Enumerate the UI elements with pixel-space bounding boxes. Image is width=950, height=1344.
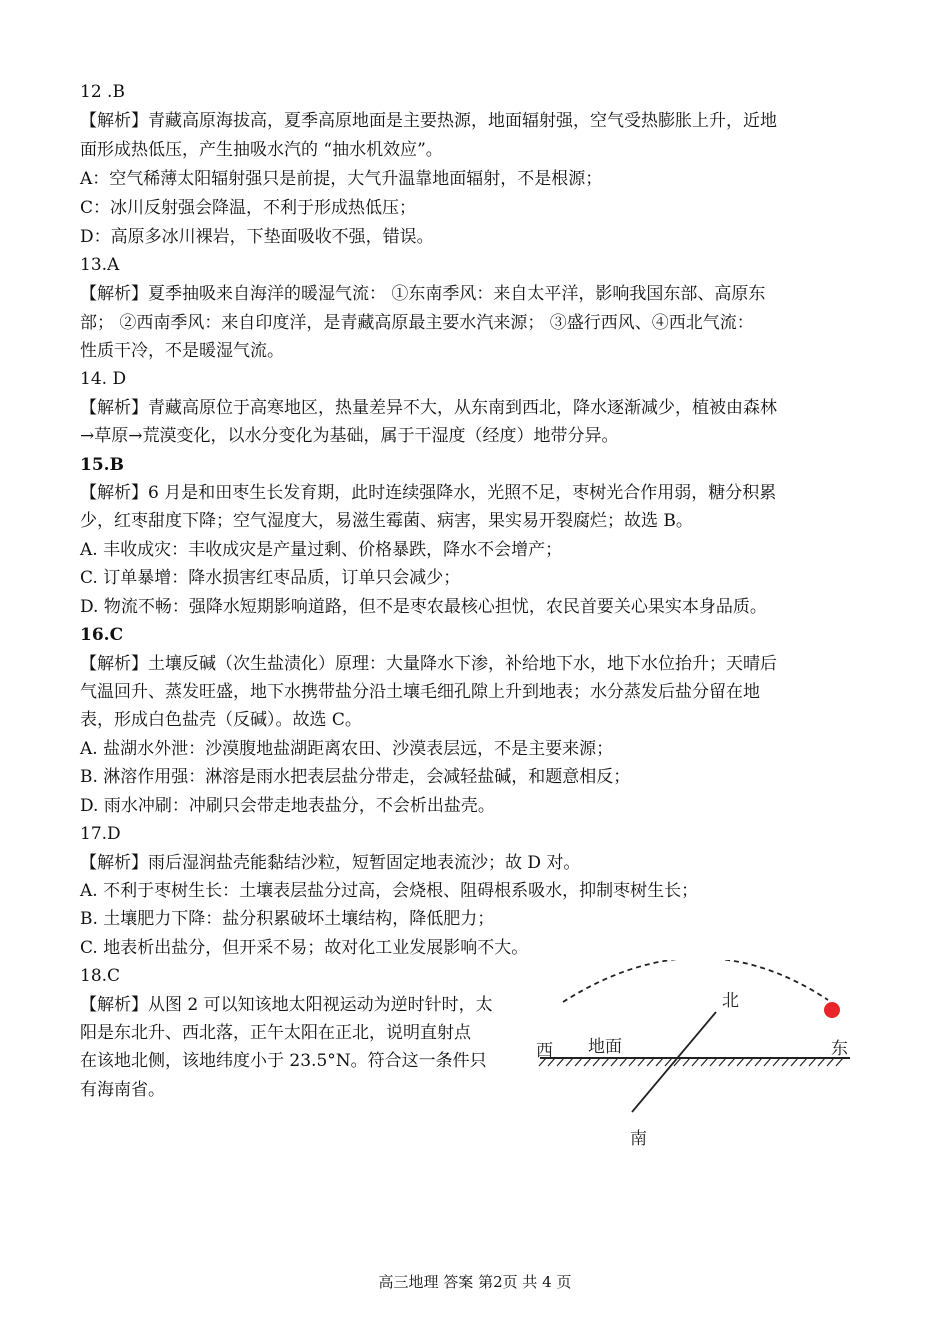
analysis-line: 少，红枣甜度下降；空气湿度大，易滋生霉菌、病害，果实易开裂腐烂；故选 B。 [80,511,693,531]
option-line: C. 地表析出盐分，但开采不易；故对化工业发展影响不大。 [80,938,529,958]
hatch-mark [701,1058,708,1066]
answer-number-17: 17.D [80,824,121,844]
analysis-line: 阳是东北升、西北落，正午太阳在正北，说明直射点 [80,1023,471,1043]
west-label: 西 [536,1041,553,1061]
analysis-line: 部； ②西南季风：来自印度洋，是青藏高原最主要水汽来源； ③盛行西风、④西北气流： [80,313,754,333]
analysis-line: →草原→荒漠变化，以水分变化为基础，属于干湿度（经度）地带分异。 [80,426,619,446]
hatch-mark [566,1058,573,1066]
option-line: B. 淋溶作用强：淋溶是雨水把表层盐分带走，会减轻盐碱，和题意相反； [80,767,631,787]
page-footer: 高三地理 答案 第2页 共 4 页 [378,1273,572,1291]
option-line: D：高原多冰川裸岩，下垫面吸收不强，错误。 [80,227,434,247]
sun-dot [824,1002,840,1018]
hatch-mark [809,1058,816,1066]
answer-number-15: 15.B [80,455,124,475]
hatch-mark [737,1058,744,1066]
option-line: D. 物流不畅：强降水短期影响道路，但不是枣农最核心担忧，农民首要关心果实本身品质。 [80,597,767,617]
ground-hatching [539,1058,843,1066]
hatch-mark [719,1058,726,1066]
hatch-mark [791,1058,798,1066]
analysis-line: 【解析】青藏高原海拔高，夏季高原地面是主要热源，地面辐射强，空气受热膨胀上升，近地 [80,111,777,131]
analysis-line: 【解析】从图 2 可以知该地太阳视运动为逆时针时，太 [80,995,493,1015]
hatch-mark [593,1058,600,1066]
option-line: A：空气稀薄太阳辐射强只是前提，大气升温靠地面辐射，不是根源； [80,169,603,189]
hatch-mark [602,1058,609,1066]
analysis-line: 【解析】6 月是和田枣生长发育期，此时连续强降水，光照不足，枣树光合作用弱，糖分积累 [80,483,777,503]
answer-number-14: 14. D [80,369,127,389]
hatch-mark [827,1058,834,1066]
option-line: B. 土壤肥力下降：盐分积累破坏土壤结构，降低肥力； [80,909,495,929]
hatch-mark [782,1058,789,1066]
hatch-mark [755,1058,762,1066]
hatch-mark [620,1058,627,1066]
analysis-line: 【解析】夏季抽吸来自海洋的暖湿气流： ①东南季风：来自太平洋，影响我国东部、高原东 [80,284,766,304]
hatch-mark [836,1058,843,1066]
option-line: A. 盐湖水外泄：沙漠腹地盐湖距离农田、沙漠表层远，不是主要来源； [80,739,614,759]
analysis-line: 表，形成白色盐壳（反碱）。故选 C。 [80,710,362,730]
hatch-mark [638,1058,645,1066]
ground-label: 地面 [588,1037,622,1057]
analysis-line: 【解析】雨后湿润盐壳能黏结沙粒，短暂固定地表流沙；故 D 对。 [80,853,581,873]
option-line: A. 丰收成灾：丰收成灾是产量过剩、价格暴跌，降水不会增产； [80,540,563,560]
sun-path-diagram [530,960,860,1160]
hatch-mark [800,1058,807,1066]
analysis-line: 气温回升、蒸发旺盛，地下水携带盐分沿土壤毛细孔隙上升到地表；水分蒸发后盐分留在地 [80,682,760,702]
hatch-mark [575,1058,582,1066]
answer-number-16: 16.C [80,625,124,645]
answer-number-13: 13.A [80,255,120,275]
analysis-line: 有海南省。 [80,1080,165,1100]
hatch-mark [746,1058,753,1066]
analysis-line: 【解析】青藏高原位于高寒地区，热量差异不大，从东南到西北，降水逐渐减少，植被由森林 [80,398,777,418]
option-line: C：冰川反射强会降温，不利于形成热低压； [80,198,417,218]
hatch-mark [611,1058,618,1066]
hatch-mark [557,1058,564,1066]
hatch-mark [692,1058,699,1066]
option-line: A. 不利于枣树生长：土壤表层盐分过高，会烧根、阻碍根系吸水，抑制枣树生长； [80,881,699,901]
hatch-mark [629,1058,636,1066]
answer-number-12: 12 .B [80,82,125,102]
hatch-mark [818,1058,825,1066]
analysis-line: 【解析】土壤反碱（次生盐渍化）原理：大量降水下渗，补给地下水，地下水位抬升；天晴后 [80,654,777,674]
hatch-mark [683,1058,690,1066]
hatch-mark [773,1058,780,1066]
east-label: 东 [831,1039,848,1059]
analysis-line: 面形成热低压，产生抽吸水汽的 “抽水机效应”。 [80,140,443,160]
hatch-mark [656,1058,663,1066]
hatch-mark [584,1058,591,1066]
south-label: 南 [630,1129,647,1149]
answer-number-18: 18.C [80,966,121,986]
option-line: D. 雨水冲刷：冲刷只会带走地表盐分，不会析出盐壳。 [80,796,495,816]
north-label: 北 [722,991,739,1011]
analysis-line: 性质干冷，不是暖湿气流。 [80,341,284,361]
analysis-line: 在该地北侧，该地纬度小于 23.5°N。符合这一条件只 [80,1051,487,1071]
hatch-mark [764,1058,771,1066]
sun-path-arc [563,960,828,1002]
hatch-mark [647,1058,654,1066]
hatch-mark [710,1058,717,1066]
north-south-axis [632,1012,716,1112]
option-line: C. 订单暴增：降水损害红枣品质，订单只会减少； [80,568,461,588]
hatch-mark [728,1058,735,1066]
